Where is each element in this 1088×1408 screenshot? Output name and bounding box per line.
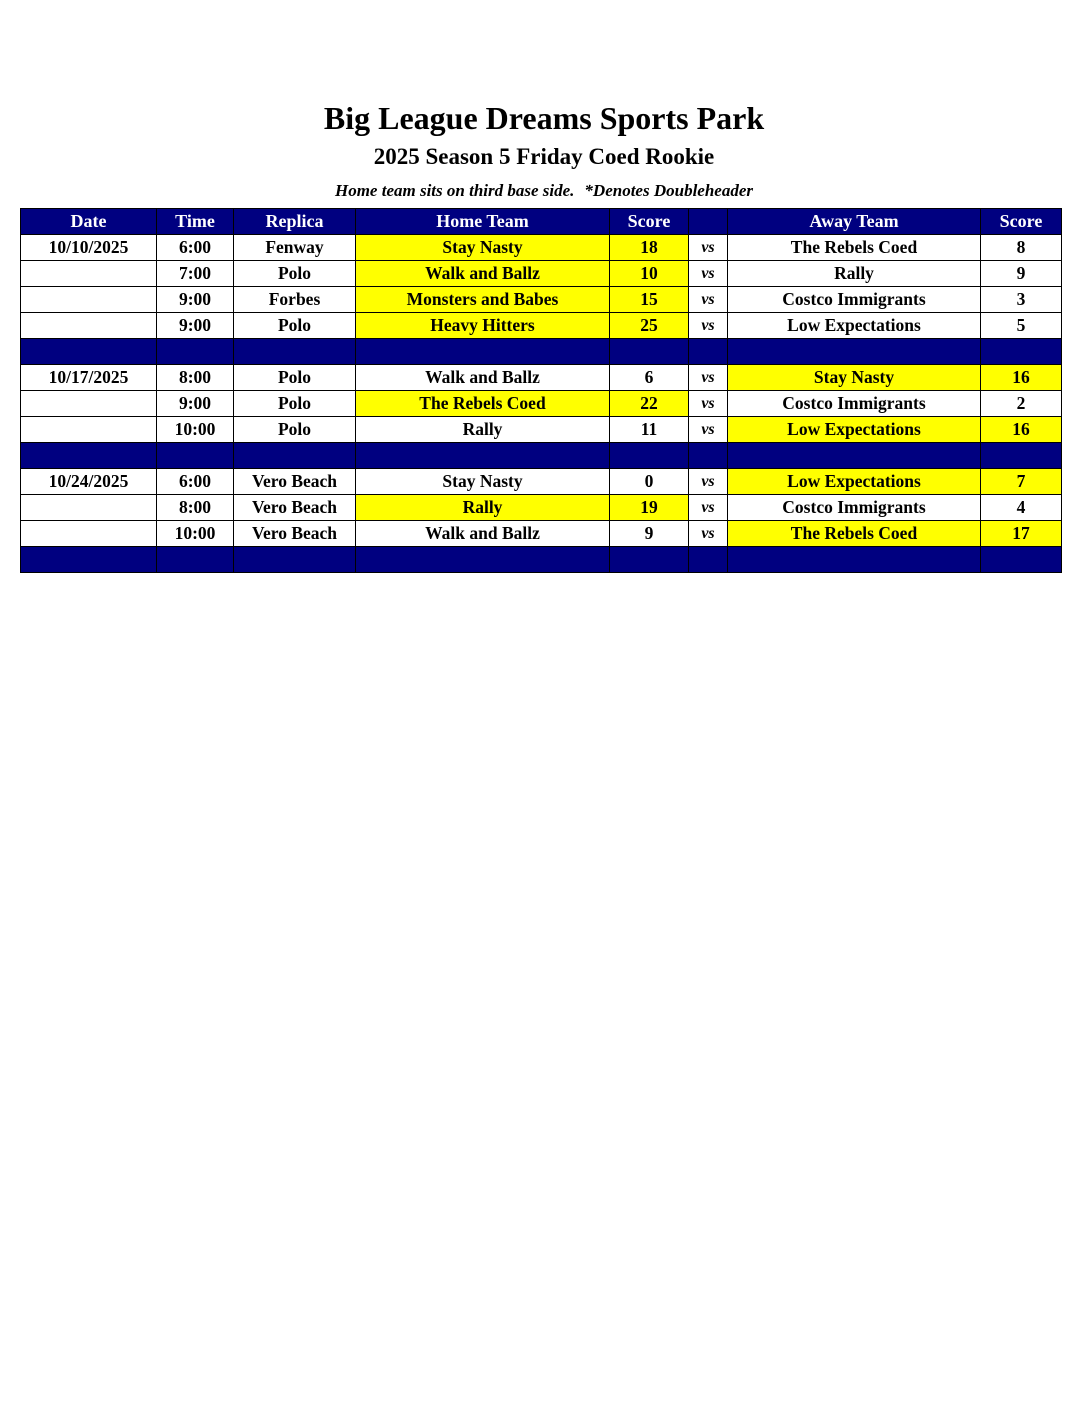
separator-cell bbox=[981, 339, 1062, 365]
away-score-cell: 5 bbox=[981, 313, 1062, 339]
replica-cell: Vero Beach bbox=[234, 495, 356, 521]
separator-cell bbox=[234, 443, 356, 469]
separator-cell bbox=[981, 443, 1062, 469]
home-score-cell: 18 bbox=[610, 235, 689, 261]
home-score-cell: 10 bbox=[610, 261, 689, 287]
table-header-row bbox=[21, 209, 1062, 235]
separator-cell bbox=[356, 443, 610, 469]
separator-cell bbox=[689, 547, 728, 573]
date-cell bbox=[21, 261, 157, 287]
col-header-home-team: Home Team bbox=[356, 209, 610, 235]
away-team-cell: Costco Immigrants bbox=[728, 495, 981, 521]
home-score-cell: 22 bbox=[610, 391, 689, 417]
separator-cell bbox=[689, 443, 728, 469]
away-score-cell: 3 bbox=[981, 287, 1062, 313]
home-team-note: Home team sits on third base side. bbox=[334, 181, 575, 200]
home-team-cell: The Rebels Coed bbox=[356, 391, 610, 417]
replica-cell: Polo bbox=[234, 261, 356, 287]
col-header-away-team: Away Team bbox=[728, 209, 981, 235]
separator-cell bbox=[157, 443, 234, 469]
away-score-cell: 16 bbox=[981, 365, 1062, 391]
vs-cell: vs bbox=[689, 261, 728, 287]
home-score-cell: 15 bbox=[610, 287, 689, 313]
away-team-cell: Low Expectations bbox=[728, 417, 981, 443]
separator-cell bbox=[157, 547, 234, 573]
away-team-cell: Costco Immigrants bbox=[728, 287, 981, 313]
home-score-cell: 0 bbox=[610, 469, 689, 495]
home-team-cell: Walk and Ballz bbox=[356, 521, 610, 547]
home-team-cell: Heavy Hitters bbox=[356, 313, 610, 339]
game-row bbox=[21, 495, 1062, 521]
separator-cell bbox=[157, 339, 234, 365]
date-cell bbox=[21, 313, 157, 339]
game-row bbox=[21, 261, 1062, 287]
page-title: Big League Dreams Sports Park bbox=[323, 100, 765, 136]
separator-cell bbox=[234, 339, 356, 365]
home-team-cell: Monsters and Babes bbox=[356, 287, 610, 313]
replica-cell: Vero Beach bbox=[234, 521, 356, 547]
col-header-time: Time bbox=[157, 209, 234, 235]
replica-cell: Vero Beach bbox=[234, 469, 356, 495]
separator-cell bbox=[21, 443, 157, 469]
separator-cell bbox=[21, 339, 157, 365]
separator-cell bbox=[728, 443, 981, 469]
date-cell: 10/10/2025 bbox=[21, 235, 157, 261]
date-cell: 10/17/2025 bbox=[21, 365, 157, 391]
vs-cell: vs bbox=[689, 521, 728, 547]
separator-cell bbox=[689, 339, 728, 365]
game-row bbox=[21, 365, 1062, 391]
home-team-cell: Stay Nasty bbox=[356, 469, 610, 495]
schedule-note bbox=[0, 179, 1088, 203]
home-score-cell: 9 bbox=[610, 521, 689, 547]
home-score-cell: 19 bbox=[610, 495, 689, 521]
separator-cell bbox=[610, 547, 689, 573]
time-cell: 8:00 bbox=[157, 495, 234, 521]
separator-cell bbox=[356, 339, 610, 365]
home-score-cell: 25 bbox=[610, 313, 689, 339]
away-score-cell: 16 bbox=[981, 417, 1062, 443]
time-cell: 6:00 bbox=[157, 235, 234, 261]
vs-cell: vs bbox=[689, 469, 728, 495]
game-row bbox=[21, 313, 1062, 339]
game-row bbox=[21, 417, 1062, 443]
vs-cell: vs bbox=[689, 287, 728, 313]
separator-cell bbox=[356, 547, 610, 573]
away-team-cell: Rally bbox=[728, 261, 981, 287]
time-cell: 9:00 bbox=[157, 287, 234, 313]
game-row bbox=[21, 287, 1062, 313]
game-row bbox=[21, 469, 1062, 495]
time-cell: 9:00 bbox=[157, 391, 234, 417]
separator-cell bbox=[610, 443, 689, 469]
schedule-body bbox=[21, 235, 1062, 573]
time-cell: 9:00 bbox=[157, 313, 234, 339]
away-team-cell: Low Expectations bbox=[728, 469, 981, 495]
home-team-cell: Stay Nasty bbox=[356, 235, 610, 261]
date-cell bbox=[21, 417, 157, 443]
away-team-cell: The Rebels Coed bbox=[728, 235, 981, 261]
separator-cell bbox=[21, 547, 157, 573]
time-cell: 10:00 bbox=[157, 417, 234, 443]
col-header-away-score: Score bbox=[981, 209, 1062, 235]
game-row bbox=[21, 235, 1062, 261]
home-score-cell: 6 bbox=[610, 365, 689, 391]
away-score-cell: 4 bbox=[981, 495, 1062, 521]
game-row bbox=[21, 521, 1062, 547]
vs-cell: vs bbox=[689, 417, 728, 443]
vs-cell: vs bbox=[689, 313, 728, 339]
separator-cell bbox=[234, 547, 356, 573]
col-header-home-score: Score bbox=[610, 209, 689, 235]
replica-cell: Forbes bbox=[234, 287, 356, 313]
away-team-cell: The Rebels Coed bbox=[728, 521, 981, 547]
vs-cell: vs bbox=[689, 365, 728, 391]
away-score-cell: 2 bbox=[981, 391, 1062, 417]
separator-cell bbox=[728, 547, 981, 573]
home-team-cell: Rally bbox=[356, 495, 610, 521]
away-score-cell: 7 bbox=[981, 469, 1062, 495]
time-cell: 6:00 bbox=[157, 469, 234, 495]
doubleheader-note: *Denotes Doubleheader bbox=[584, 181, 753, 200]
page-subtitle: 2025 Season 5 Friday Coed Rookie bbox=[373, 144, 715, 169]
separator-cell bbox=[981, 547, 1062, 573]
game-row bbox=[21, 391, 1062, 417]
separator-cell bbox=[610, 339, 689, 365]
replica-cell: Polo bbox=[234, 391, 356, 417]
away-team-cell: Low Expectations bbox=[728, 313, 981, 339]
away-score-cell: 9 bbox=[981, 261, 1062, 287]
replica-cell: Polo bbox=[234, 313, 356, 339]
col-header-date: Date bbox=[21, 209, 157, 235]
away-score-cell: 8 bbox=[981, 235, 1062, 261]
col-header-replica: Replica bbox=[234, 209, 356, 235]
home-score-cell: 11 bbox=[610, 417, 689, 443]
time-cell: 10:00 bbox=[157, 521, 234, 547]
time-cell: 7:00 bbox=[157, 261, 234, 287]
home-team-cell: Walk and Ballz bbox=[356, 261, 610, 287]
date-cell bbox=[21, 495, 157, 521]
col-header-vs bbox=[689, 209, 728, 235]
vs-cell: vs bbox=[689, 495, 728, 521]
week-separator-row bbox=[21, 339, 1062, 365]
separator-cell bbox=[728, 339, 981, 365]
home-team-cell: Rally bbox=[356, 417, 610, 443]
away-team-cell: Stay Nasty bbox=[728, 365, 981, 391]
home-team-cell: Walk and Ballz bbox=[356, 365, 610, 391]
vs-cell: vs bbox=[689, 235, 728, 261]
week-separator-row bbox=[21, 443, 1062, 469]
date-cell: 10/24/2025 bbox=[21, 469, 157, 495]
away-score-cell: 17 bbox=[981, 521, 1062, 547]
away-team-cell: Costco Immigrants bbox=[728, 391, 981, 417]
schedule-table bbox=[20, 208, 1062, 573]
time-cell: 8:00 bbox=[157, 365, 234, 391]
date-cell bbox=[21, 521, 157, 547]
week-separator-row bbox=[21, 547, 1062, 573]
date-cell bbox=[21, 391, 157, 417]
vs-cell: vs bbox=[689, 391, 728, 417]
replica-cell: Polo bbox=[234, 417, 356, 443]
date-cell bbox=[21, 287, 157, 313]
replica-cell: Polo bbox=[234, 365, 356, 391]
replica-cell: Fenway bbox=[234, 235, 356, 261]
